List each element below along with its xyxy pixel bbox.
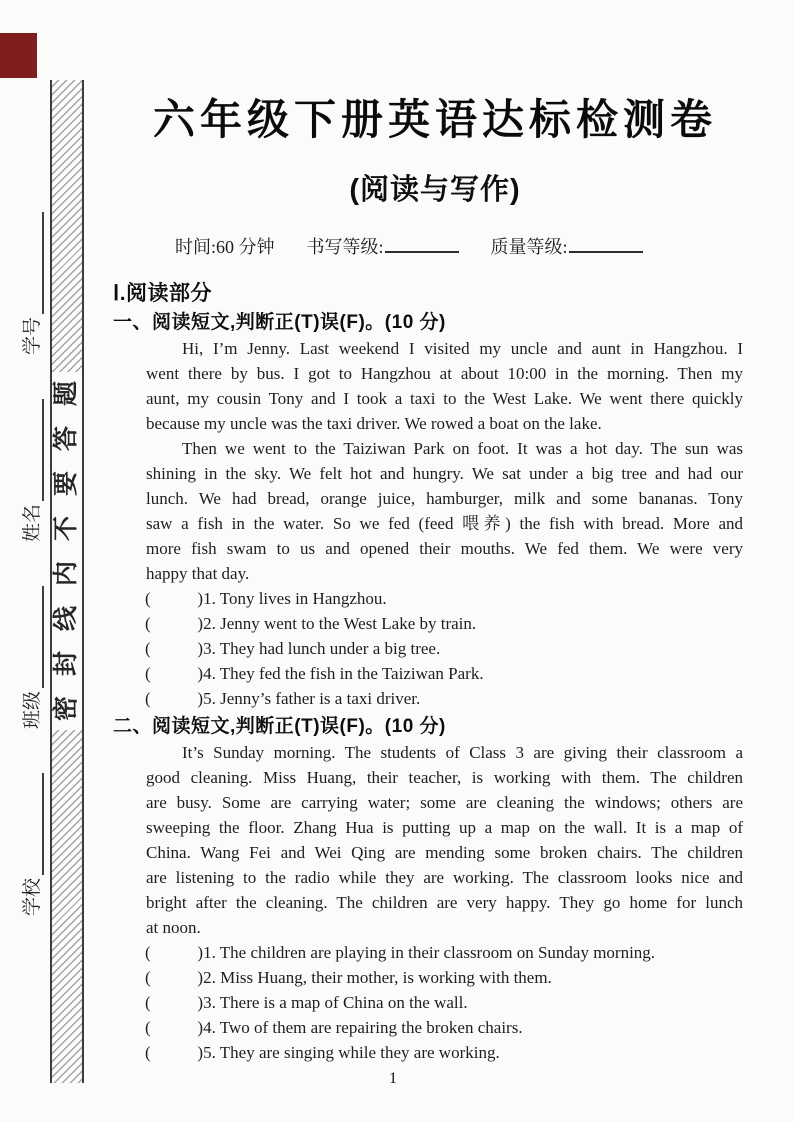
text-line: China. Wang Fei and Wei Qing are mending some broken chairs. The children [146,843,743,862]
text-line: It’s Sunday morning. The students of Class 3 are giving their classroom a [182,743,743,762]
student-field-label: 学校 [22,877,43,916]
seal-line-band [50,80,84,1083]
hatch-pattern-top [52,80,82,372]
true-false-question: ( )3. There is a map of China on the wall. [145,993,468,1012]
seal-line-character: 封 [53,650,81,677]
student-field-label: 姓名 [22,503,43,542]
seal-line-character: 线 [53,605,81,632]
section-title: Ⅰ.阅读部分 [113,282,213,305]
quality-grade-label: 质量等级: [490,237,568,257]
text-line: lunch. We had bread, orange juice, hamburger, milk and some bananas. Tony [146,489,743,508]
exam-info-row [113,235,743,259]
text-line: aunt, my cousin Tony and I took a taxi to the West Lake. We went there quickly [146,389,743,408]
text-line: more fish swam to us and opened their mouths. We fed them. We were very [146,539,743,558]
text-line: bright after the cleaning. The children are very happy. They go home for lunch [146,893,743,912]
seal-line-character: 内 [53,560,81,587]
reading1-heading: 一、阅读短文,判断正(T)误(F)。(10 分) [113,312,446,333]
student-field-label: 班级 [22,690,43,729]
student-info-fields [16,190,44,916]
seal-line-character: 密 [53,695,81,722]
student-field-blank-line [29,586,44,688]
text-line: went there by bus. I got to Hangzhou at about 10:00 in the morning. Then my [146,364,743,383]
text-line: are listening to the radio while they are working. The classroom looks nice and [146,868,743,887]
true-false-question: ( )3. They had lunch under a big tree. [145,639,441,658]
student-field-blank-line [29,399,44,501]
seal-line-character: 不 [53,515,81,542]
true-false-question: ( )5. They are singing while they are working. [145,1043,500,1062]
page-number: 1 [389,1070,397,1087]
corner-stamp [0,33,37,78]
student-field [17,212,44,355]
quality-grade-field [491,235,643,259]
page-title: 六年级下册英语达标检测卷 [152,96,717,143]
student-field [17,586,44,729]
reading1-questions [145,586,743,711]
time-label: 时间:60 分钟 [175,237,275,257]
true-false-question: ( )1. The children are playing in their classroom on Sunday morning. [145,943,656,962]
text-line: Then we went to the Taiziwan Park on foot. It was a hot day. The sun was [182,439,743,458]
text-line: good cleaning. Miss Huang, their teacher, is working with them. The children [146,768,743,787]
true-false-question: ( )5. Jenny’s father is a taxi driver. [145,689,421,708]
seal-line-character: 答 [53,425,81,452]
writing-grade-blank-line [385,249,459,253]
text-line: at noon. [146,918,201,937]
true-false-question: ( )2. Miss Huang, their mother, is working with them. [145,968,552,987]
reading1-paragraph-1 [146,336,743,436]
text-line: sweeping the floor. Zhang Hua is putting up a map on the wall. It is a map of [146,818,743,837]
text-line: happy that day. [146,564,250,583]
reading1-paragraph-2 [146,436,743,586]
text-line: saw a fish in the water. So we fed (feed 喂养) the fish with bread. More and [146,514,743,533]
quality-grade-blank-line [569,249,643,253]
student-field [17,773,44,916]
seal-line-character: 题 [53,380,81,407]
text-line: Hi, I’m Jenny. Last weekend I visited my uncle and aunt in Hangzhou. I [182,339,743,358]
true-false-question: ( )4. They fed the fish in the Taiziwan Park. [145,664,484,683]
true-false-question: ( )2. Jenny went to the West Lake by train. [145,614,477,633]
reading2-paragraph [146,740,743,940]
reading2-heading: 二、阅读短文,判断正(T)误(F)。(10 分) [113,716,446,737]
text-line: shining in the sky. We felt hot and hungry. We sat under a big tree and had our [146,464,743,483]
writing-grade-label: 书写等级: [306,237,384,257]
seal-line-character: 要 [53,470,81,497]
true-false-question: ( )1. Tony lives in Hangzhou. [145,589,387,608]
student-field [17,399,44,542]
main-content [113,84,743,1065]
true-false-question: ( )4. Two of them are repairing the broken chairs. [145,1018,523,1037]
student-field-label: 学号 [22,316,43,355]
text-line: because my uncle was the taxi driver. We rowed a boat on the lake. [146,414,602,433]
hatch-pattern-bottom [52,730,82,1083]
seal-line-text [54,372,79,730]
reading2-questions [145,940,743,1065]
student-field-blank-line [29,212,44,314]
page-subtitle: (阅读与写作) [349,174,521,206]
student-field-blank-line [29,773,44,875]
text-line: are busy. Some are carrying water; some are cleaning the windows; others are [146,793,743,812]
writing-grade-field [307,235,459,259]
